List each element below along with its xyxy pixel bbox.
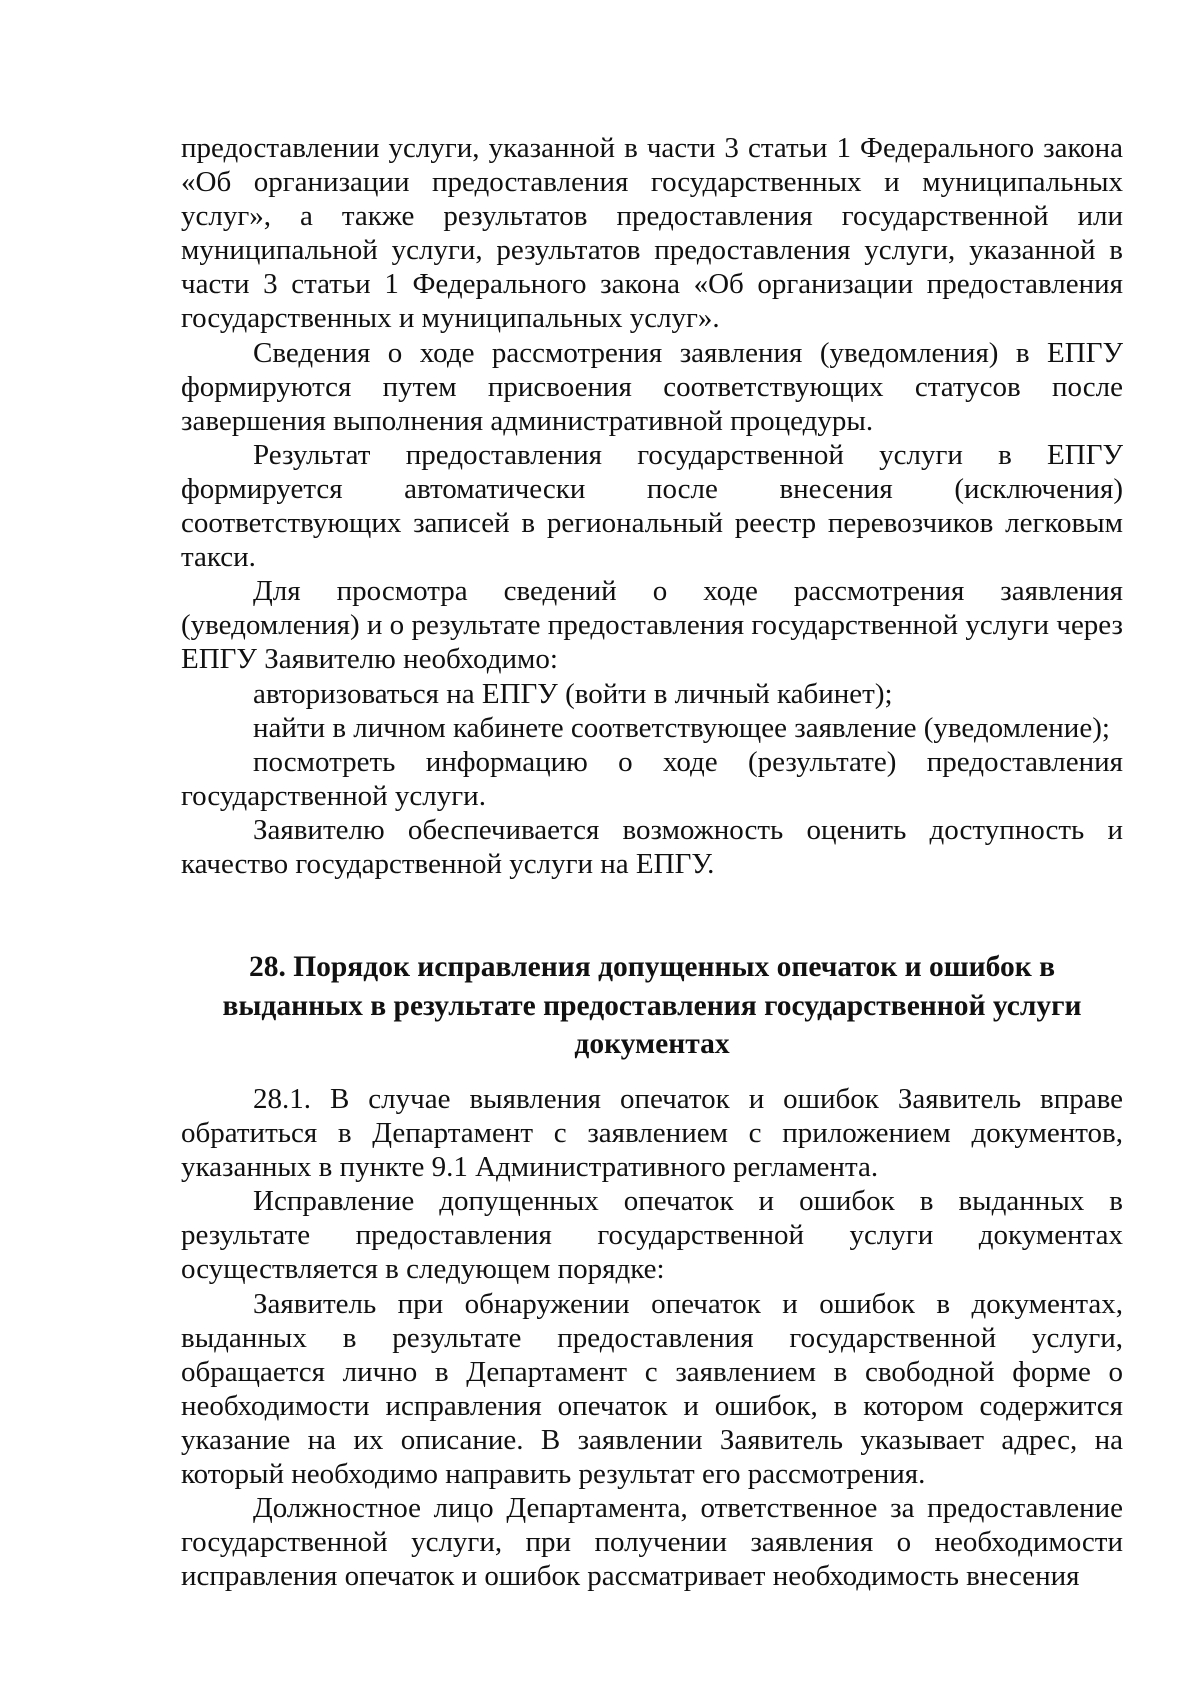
body-text-top (181, 131, 1123, 881)
list-item-find-application: найти в личном кабинете соответствующее заявление (уведомление); (253, 711, 1110, 744)
paragraph-28-1: 28.1. В случае выявления опечаток и ошибок Заявитель вправе обратиться в Департамент с заявлением с приложением документов, указанных в пункте 9.1 Административного регламента. (181, 1083, 1123, 1184)
section-heading-28: 28. Порядок исправления допущенных опечаток и ошибок в выданных в результате предоставления государственной услуги документах (222, 951, 1082, 1060)
paragraph-applicant-request: Заявитель при обнаружении опечаток и ошибок в документах, выданных в результате предоставления государственной услуги, обращается лично в Департамент с заявлением в свободной форме о необходимости исправления опечаток и ошибок, в котором содержится указание на их описание. В заявлении Заявитель указывает адрес, на который необходимо направить результат его рассмотрения. (181, 1287, 1123, 1491)
list-item-view-info: посмотреть информацию о ходе (результате) предоставления государственной услуги. (181, 745, 1123, 812)
paragraph-view-instructions: Для просмотра сведений о ходе рассмотрения заявления (уведомления) и о результате предоставления государственной услуги через ЕПГУ Заявителю необходимо: (181, 575, 1123, 676)
list-item-authorize: авторизоваться на ЕПГУ (войти в личный кабинет); (253, 677, 893, 710)
paragraph-status-info: Сведения о ходе рассмотрения заявления (уведомления) в ЕПГУ формируются путем присвоения соответствующих статусов после завершения выполнения административной процедуры. (181, 336, 1123, 437)
paragraph-quality-rating: Заявителю обеспечивается возможность оценить доступность и качество государственной услуги на ЕПГУ. (181, 813, 1123, 880)
paragraph-official-review: Должностное лицо Департамента, ответственное за предоставление государственной услуги, при получении заявления о необходимости исправления опечаток и ошибок рассматривает необходимость внесения (181, 1492, 1123, 1593)
paragraph-continuation: предоставлении услуги, указанной в части 3 статьи 1 Федерального закона «Об организации предоставления государственных и муниципальных услуг», а также результатов предоставления государственной или муниципальной услуги, результатов предоставления услуги, указанной в части 3 статьи 1 Федерального закона «Об организации предоставления государственных и муниципальных услуг». (181, 132, 1123, 335)
paragraph-correction-order: Исправление допущенных опечаток и ошибок в выданных в результате предоставления государственной услуги документах осуществляется в следующем порядке: (181, 1185, 1123, 1286)
body-text-bottom (181, 1082, 1123, 1593)
paragraph-result-auto: Результат предоставления государственной услуги в ЕПГУ формируется автоматически после внесения (исключения) соответствующих записей в региональный реестр перевозчиков легковым такси. (181, 438, 1123, 574)
